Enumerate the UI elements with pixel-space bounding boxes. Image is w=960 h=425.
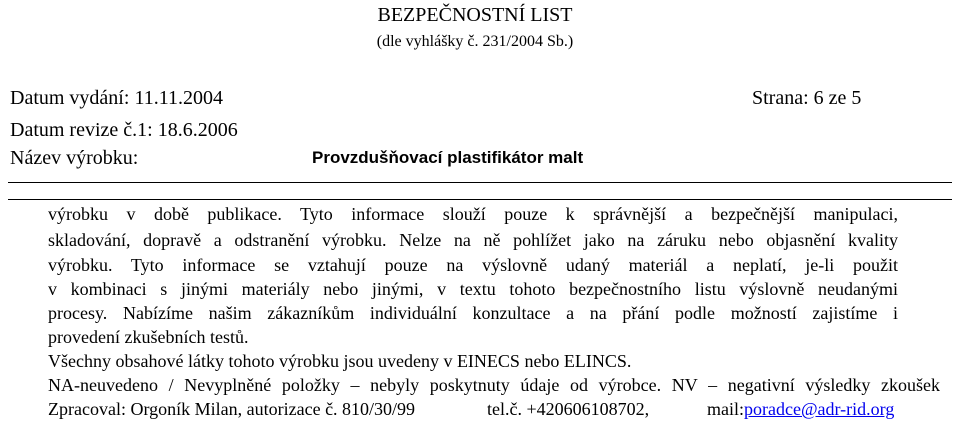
body-line: výrobku. Tyto informace se vztahují pouze na výslovně udaný materiál a neplatí, je-li použit bbox=[48, 255, 898, 275]
revision-date-label: Datum revize č.1: bbox=[10, 119, 153, 141]
email-label: mail: bbox=[707, 399, 744, 419]
body-line: v kombinaci s jinými materiály nebo jinými, v textu tohoto bezpečnostního listu výslovně neudanými bbox=[48, 279, 898, 299]
product-label: Název výrobku: bbox=[10, 147, 139, 169]
einecs-note: Všechny obsahové látky tohoto výrobku jsou uvedeny v EINECS nebo ELINCS. bbox=[48, 351, 632, 371]
document-subtitle: (dle vyhlášky č. 231/2004 Sb.) bbox=[376, 33, 574, 50]
issue-date-label: Datum vydání: bbox=[10, 87, 130, 109]
revision-date-value: 18.6.2006 bbox=[157, 119, 238, 141]
author-contact-line bbox=[48, 397, 928, 421]
email-link[interactable]: poradce@adr-rid.org bbox=[744, 399, 895, 419]
content-box-top-border bbox=[8, 199, 952, 200]
body-line: výrobku v době publikace. Tyto informace slouží pouze k správnější a bezpečnější manipulaci, bbox=[48, 204, 898, 224]
page-number: Strana: 6 ze 5 bbox=[752, 87, 862, 109]
phone: tel.č. +420606108702, bbox=[487, 399, 650, 419]
author: Zpracoval: Orgoník Milan, autorizace č. 810/30/99 bbox=[48, 399, 416, 419]
header-divider bbox=[8, 182, 952, 183]
issue-date-row bbox=[10, 86, 223, 110]
body-line: provedení zkušebních testů. bbox=[48, 327, 249, 347]
abbreviations-note: NA-neuvedeno / Nevyplněné položky – nebyly poskytnuty údaje od výrobce. NV – negativní výsledky zkoušek bbox=[48, 375, 940, 395]
body-line: skladování, dopravě a odstranění výrobku. Nelze na ně pohlížet jako na záruku nebo objasnění kvality bbox=[48, 230, 898, 250]
email-contact bbox=[707, 397, 894, 421]
body-line: procesy. Nabízíme našim zákazníkům individuální konzultace a na přání podle možností zajistíme i bbox=[48, 303, 898, 323]
revision-date-row bbox=[10, 118, 238, 142]
product-name: Provzdušňovací plastifikátor malt bbox=[312, 148, 584, 167]
issue-date-value: 11.11.2004 bbox=[134, 87, 223, 109]
document-title: BEZPEČNOSTNÍ LIST bbox=[377, 4, 573, 26]
